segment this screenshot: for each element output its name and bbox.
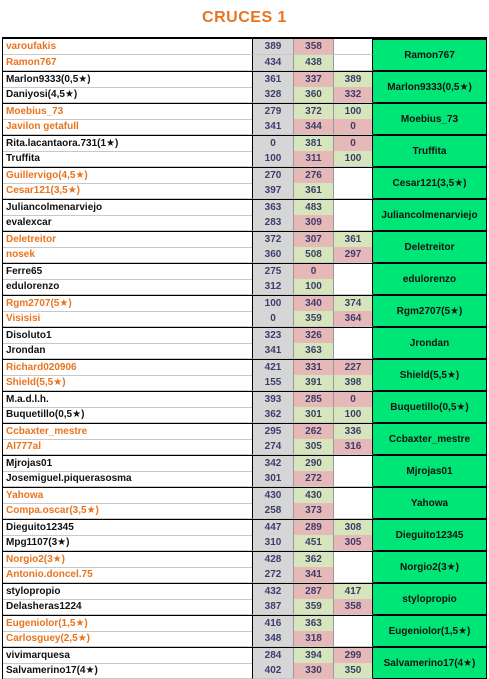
player-name: edulorenzo [3, 279, 253, 295]
score-cell: 258 [253, 503, 294, 519]
score-cell: 323 [253, 328, 294, 344]
score-cell [334, 552, 373, 568]
score-cell: 227 [334, 360, 373, 376]
winner-cell: Marlon9333(0,5★) [373, 71, 486, 103]
player-name: Visisisi [3, 311, 253, 327]
score-cell: 361 [334, 232, 373, 248]
score-cell: 318 [294, 631, 334, 647]
score-cell: 360 [294, 87, 334, 103]
score-cell: 100 [253, 151, 294, 167]
table-row [3, 135, 373, 151]
winner-cell: edulorenzo [373, 263, 486, 295]
player-name: Moebius_73 [3, 104, 253, 120]
score-cell: 287 [294, 584, 334, 600]
score-cell: 342 [253, 456, 294, 472]
player-name: varoufakis [3, 39, 253, 55]
score-cell: 421 [253, 360, 294, 376]
player-name: stylopropio [3, 584, 253, 600]
table-row [3, 599, 373, 615]
results-sheet [2, 37, 487, 679]
player-name: Yahowa [3, 488, 253, 504]
score-cell: 341 [253, 343, 294, 359]
score-cell: 344 [294, 119, 334, 135]
winner-cell: Ccbaxter_mestre [373, 423, 486, 455]
player-name: Guillervigo(4,5★) [3, 168, 253, 184]
score-cell: 451 [294, 535, 334, 551]
score-cell [334, 279, 373, 295]
table-row [3, 391, 373, 407]
score-cell: 341 [294, 567, 334, 583]
score-cell: 387 [253, 599, 294, 615]
score-cell: 0 [334, 119, 373, 135]
score-cell: 279 [253, 104, 294, 120]
winner-cell: Mjrojas01 [373, 455, 486, 487]
score-cell: 0 [334, 136, 373, 152]
player-name: Rgm2707(5★) [3, 296, 253, 312]
winner-cell: Juliancolmenarviejo [373, 199, 486, 231]
score-cell: 284 [253, 648, 294, 664]
player-name: Richard020906 [3, 360, 253, 376]
score-cell: 348 [253, 631, 294, 647]
score-cell: 274 [253, 439, 294, 455]
player-name: Mjrojas01 [3, 456, 253, 472]
table-row [3, 439, 373, 455]
winner-cell: Buquetillo(0,5★) [373, 391, 486, 423]
score-cell [334, 328, 373, 344]
score-cell [334, 343, 373, 359]
score-cell: 305 [294, 439, 334, 455]
score-cell: 290 [294, 456, 334, 472]
player-name: Norgio2(3★) [3, 552, 253, 568]
table-row [3, 343, 373, 359]
score-cell: 301 [294, 407, 334, 423]
score-cell [334, 215, 373, 231]
score-cell: 340 [294, 296, 334, 312]
score-cell: 337 [294, 72, 334, 88]
player-name: Ramon767 [3, 55, 253, 71]
winner-cell: Truffita [373, 135, 486, 167]
table-row [3, 455, 373, 471]
player-name: Ferre65 [3, 264, 253, 280]
score-cell [334, 55, 373, 71]
score-cell: 289 [294, 520, 334, 536]
table-row [3, 311, 373, 327]
score-cell: 508 [294, 247, 334, 263]
player-name: Al777al [3, 439, 253, 455]
winner-cell: Shield(5,5★) [373, 359, 486, 391]
score-cell: 417 [334, 584, 373, 600]
score-cell: 397 [253, 183, 294, 199]
score-cell: 312 [253, 279, 294, 295]
score-cell [334, 168, 373, 184]
score-cell: 299 [334, 648, 373, 664]
player-name: Ccbaxter_mestre [3, 424, 253, 440]
player-name: Compa.oscar(3,5★) [3, 503, 253, 519]
winner-cell: Ramon767 [373, 39, 486, 71]
score-cell: 363 [253, 200, 294, 216]
score-cell: 283 [253, 215, 294, 231]
score-cell: 438 [294, 55, 334, 71]
table-row [3, 375, 373, 391]
table-row [3, 263, 373, 279]
score-cell: 331 [294, 360, 334, 376]
score-cell: 0 [294, 264, 334, 280]
score-cell: 362 [253, 407, 294, 423]
score-cell: 358 [294, 39, 334, 55]
winner-cell: Deletreitor [373, 231, 486, 263]
score-cell: 428 [253, 552, 294, 568]
score-cell: 330 [294, 663, 334, 679]
score-cell [334, 200, 373, 216]
table-row [3, 231, 373, 247]
score-cell: 372 [253, 232, 294, 248]
score-cell [334, 616, 373, 632]
score-cell: 311 [294, 151, 334, 167]
score-cell: 0 [253, 311, 294, 327]
player-name: Marlon9333(0,5★) [3, 72, 253, 88]
score-cell: 316 [334, 439, 373, 455]
table-row [3, 647, 373, 663]
table-row [3, 487, 373, 503]
score-cell: 391 [294, 375, 334, 391]
table-row [3, 583, 373, 599]
player-name: Delasheras1224 [3, 599, 253, 615]
table-row [3, 215, 373, 231]
table-row [3, 119, 373, 135]
score-cell: 305 [334, 535, 373, 551]
score-cell: 398 [334, 375, 373, 391]
player-name: Deletreitor [3, 232, 253, 248]
score-cell: 307 [294, 232, 334, 248]
winner-cell: stylopropio [373, 583, 486, 615]
player-name: vivimarquesa [3, 648, 253, 664]
score-cell: 430 [253, 488, 294, 504]
score-cell [334, 264, 373, 280]
score-cell: 432 [253, 584, 294, 600]
score-cell [334, 39, 373, 55]
table-row [3, 167, 373, 183]
score-cell: 100 [334, 104, 373, 120]
table-row [3, 663, 373, 679]
score-cell [334, 488, 373, 504]
score-cell: 416 [253, 616, 294, 632]
score-cell: 100 [294, 279, 334, 295]
score-cell: 155 [253, 375, 294, 391]
winner-cell: Dieguito12345 [373, 519, 486, 551]
score-cell: 389 [334, 72, 373, 88]
score-cell: 310 [253, 535, 294, 551]
table-row [3, 183, 373, 199]
winner-cell: Moebius_73 [373, 103, 486, 135]
score-cell: 363 [294, 343, 334, 359]
winner-cell: Norgio2(3★) [373, 551, 486, 583]
score-cell: 270 [253, 168, 294, 184]
table-row [3, 103, 373, 119]
winner-cell: Salvamerino17(4★) [373, 647, 486, 679]
table-row [3, 247, 373, 263]
player-name: Buquetillo(0,5★) [3, 407, 253, 423]
score-cell: 364 [334, 311, 373, 327]
score-cell [334, 471, 373, 487]
score-cell: 275 [253, 264, 294, 280]
winner-cell: Cesar121(3,5★) [373, 167, 486, 199]
score-cell: 272 [294, 471, 334, 487]
score-cell: 328 [253, 87, 294, 103]
score-cell: 430 [294, 488, 334, 504]
score-cell: 361 [294, 183, 334, 199]
score-cell: 332 [334, 87, 373, 103]
table-row [3, 631, 373, 647]
score-cell: 361 [253, 72, 294, 88]
score-cell: 272 [253, 567, 294, 583]
table-row [3, 567, 373, 583]
player-name: Antonio.doncel.75 [3, 567, 253, 583]
player-name: Shield(5,5★) [3, 375, 253, 391]
score-cell: 100 [334, 151, 373, 167]
score-cell: 362 [294, 552, 334, 568]
winner-cell: Eugeniolor(1,5★) [373, 615, 486, 647]
player-name: Javilon getafull [3, 119, 253, 135]
player-name: Truffita [3, 151, 253, 167]
score-cell: 394 [294, 648, 334, 664]
score-cell: 358 [334, 599, 373, 615]
player-name: Salvamerino17(4★) [3, 663, 253, 679]
player-name: nosek [3, 247, 253, 263]
score-cell: 308 [334, 520, 373, 536]
table-row [3, 327, 373, 343]
score-cell: 276 [294, 168, 334, 184]
player-name: M.a.d.l.h. [3, 392, 253, 408]
table-row [3, 551, 373, 567]
table-row [3, 471, 373, 487]
player-name: evalexcar [3, 215, 253, 231]
score-cell: 374 [334, 296, 373, 312]
score-cell: 447 [253, 520, 294, 536]
winner-cell: Rgm2707(5★) [373, 295, 486, 327]
score-cell: 262 [294, 424, 334, 440]
score-cell: 381 [294, 136, 334, 152]
score-cell: 285 [294, 392, 334, 408]
score-cell: 309 [294, 215, 334, 231]
player-name: Rita.lacantaora.731(1★) [3, 136, 253, 152]
score-cell: 341 [253, 119, 294, 135]
score-cell [334, 183, 373, 199]
score-cell: 359 [294, 599, 334, 615]
score-cell: 373 [294, 503, 334, 519]
page-title: CRUCES 1 [202, 9, 287, 26]
score-cell [334, 631, 373, 647]
winner-cell: Jrondan [373, 327, 486, 359]
score-cell: 359 [294, 311, 334, 327]
table-row [3, 71, 373, 87]
score-cell: 363 [294, 616, 334, 632]
table-row [3, 55, 373, 71]
score-cell: 295 [253, 424, 294, 440]
score-cell: 0 [334, 392, 373, 408]
score-cell [334, 503, 373, 519]
score-cell: 389 [253, 39, 294, 55]
player-name: Josemiguel.piquerasosma [3, 471, 253, 487]
score-cell: 100 [253, 296, 294, 312]
table-row [3, 151, 373, 167]
score-cell: 0 [253, 136, 294, 152]
player-name: Cesar121(3,5★) [3, 183, 253, 199]
player-name: Jrondan [3, 343, 253, 359]
table-row [3, 535, 373, 551]
score-cell: 372 [294, 104, 334, 120]
player-name: Daniyosi(4,5★) [3, 87, 253, 103]
score-cell: 434 [253, 55, 294, 71]
table-row [3, 199, 373, 215]
table-row [3, 279, 373, 295]
table-row [3, 407, 373, 423]
player-name: Carlosguey(2,5★) [3, 631, 253, 647]
score-cell: 336 [334, 424, 373, 440]
table-row [3, 39, 373, 55]
table-row [3, 87, 373, 103]
winner-cell: Yahowa [373, 487, 486, 519]
score-cell [334, 456, 373, 472]
score-cell: 297 [334, 247, 373, 263]
table-row [3, 359, 373, 375]
player-name: Disoluto1 [3, 328, 253, 344]
score-cell: 350 [334, 663, 373, 679]
table-row [3, 519, 373, 535]
player-name: Mpg1107(3★) [3, 535, 253, 551]
table-row [3, 615, 373, 631]
score-cell: 393 [253, 392, 294, 408]
player-name: Dieguito12345 [3, 520, 253, 536]
table-row [3, 295, 373, 311]
score-cell: 100 [334, 407, 373, 423]
table-row [3, 503, 373, 519]
table-row [3, 423, 373, 439]
score-cell: 360 [253, 247, 294, 263]
score-cell: 483 [294, 200, 334, 216]
player-name: Juliancolmenarviejo [3, 200, 253, 216]
score-cell: 326 [294, 328, 334, 344]
score-cell [334, 567, 373, 583]
player-name: Eugeniolor(1,5★) [3, 616, 253, 632]
score-cell: 402 [253, 663, 294, 679]
score-cell: 301 [253, 471, 294, 487]
